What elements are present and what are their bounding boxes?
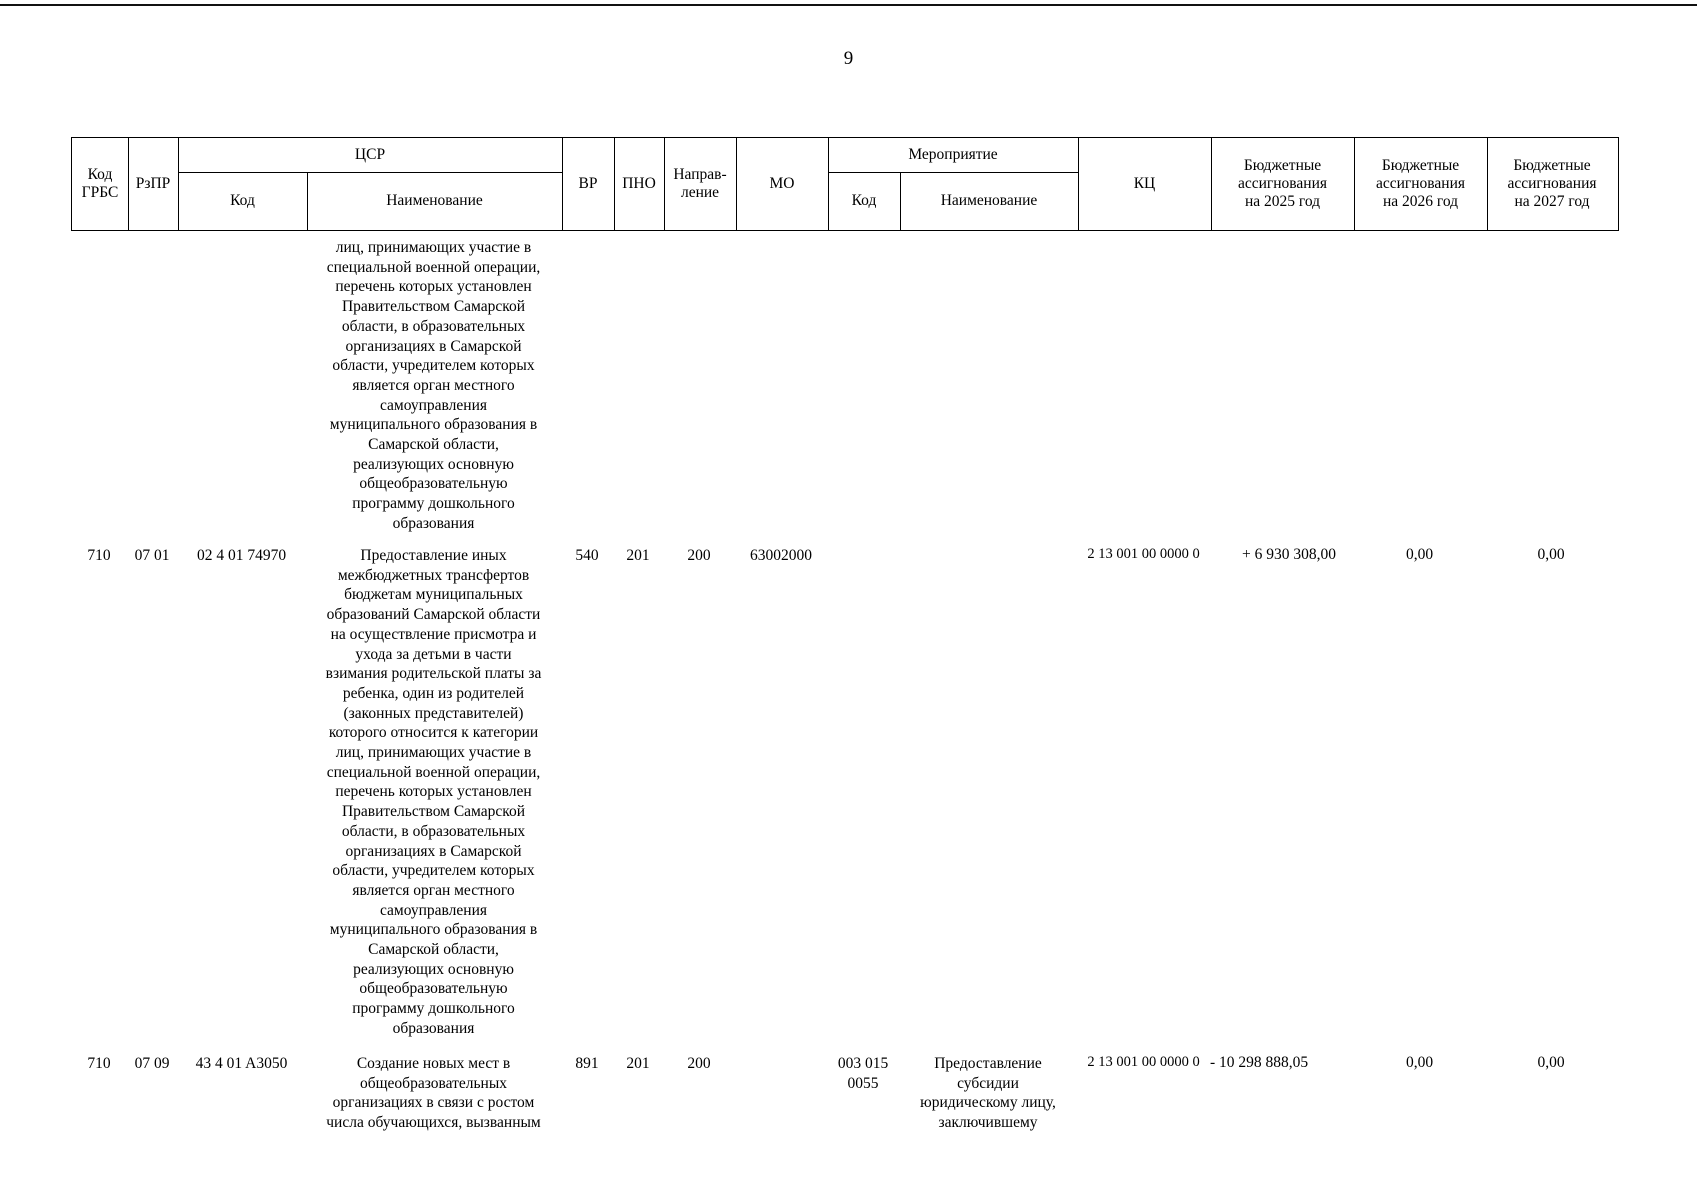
header-vr: ВР bbox=[578, 174, 598, 192]
cell-event-name: Предоставление субсидии юридическому лицу, заключившему bbox=[920, 1055, 1056, 1132]
cell-pno: 201 bbox=[626, 1055, 650, 1072]
header-budget-2026: Бюджетные ассигнования на 2026 год bbox=[1375, 156, 1466, 210]
cell-csr-code: 02 4 01 74970 bbox=[196, 547, 287, 564]
header-rzpr: РзПР bbox=[135, 174, 171, 192]
header-budget-2027: Бюджетные ассигнования на 2027 год bbox=[1507, 156, 1597, 210]
cell-budget-2026: 0,00 bbox=[1405, 1054, 1434, 1071]
cell-mo: 63002000 bbox=[750, 547, 812, 564]
subheader-line bbox=[828, 172, 1078, 173]
cell-budget-2027: 0,00 bbox=[1537, 1054, 1565, 1071]
header-csr-code: Код bbox=[230, 192, 255, 209]
cell-pno: 201 bbox=[626, 547, 650, 564]
cell-event-code: 003 015 0055 bbox=[837, 1055, 889, 1092]
header-kc: КЦ bbox=[1133, 174, 1156, 192]
header-pno: ПНО bbox=[622, 174, 656, 192]
header-event: Мероприятие bbox=[908, 146, 998, 163]
page-number: 9 bbox=[843, 48, 854, 69]
cell-rzpr: 07 09 bbox=[134, 1055, 170, 1072]
cell-csr-code: 43 4 01 A3050 bbox=[195, 1055, 288, 1072]
header-direction: Направ- ление bbox=[673, 165, 727, 201]
header-event-code: Код bbox=[851, 192, 877, 209]
cell-vr: 540 bbox=[575, 547, 599, 564]
header-csr: ЦСР bbox=[354, 146, 386, 163]
continuation-name: лиц, принимающих участие в специальной военной операции, перечень которых установлен Правительством Самарской области, в образовательных организациях в Самарской области, учредителем которых является орган местного самоуправления муниципального образования в Самарской области, реализующих основную общеобразовательную программу дошкольного образования bbox=[326, 239, 541, 532]
header-csr-name: Наименование bbox=[386, 192, 483, 209]
subheader-line bbox=[178, 172, 562, 173]
page-top-border bbox=[0, 4, 1697, 6]
cell-budget-2026: 0,00 bbox=[1405, 546, 1434, 563]
cell-name: Создание новых мест в общеобразовательных организациях в связи с ростом числа обучающихся, вызванным bbox=[326, 1055, 541, 1132]
cell-kc: 2 13 001 00 0000 0 bbox=[1087, 1054, 1200, 1070]
header-grbs: Код ГРБС bbox=[81, 165, 119, 201]
cell-vr: 891 bbox=[575, 1055, 599, 1072]
table-header bbox=[71, 137, 1619, 231]
header-mo: МО bbox=[769, 174, 795, 192]
header-event-name: Наименование bbox=[940, 192, 1038, 209]
cell-direction: 200 bbox=[687, 1055, 711, 1072]
cell-name: Предоставление иных межбюджетных трансфертов бюджетам муниципальных образований Самарской области на осуществление присмотра и ухода за детьми в части взимания родительской платы за ребенка, один из родителей (законных представителей) которого относится к категории лиц, принимающих участие в специальной военной операции, перечень которых установлен Правительством Самарской области, в образовательных организациях в Самарской области, учредителем которых является орган местного самоуправления муниципального образования в Самарской области, реализующих основную общеобразовательную программу дошкольного образования bbox=[325, 547, 542, 1037]
cell-budget-2025: - 10 298 888,05 bbox=[1210, 1054, 1309, 1071]
cell-direction: 200 bbox=[687, 547, 711, 564]
cell-budget-2025: + 6 930 308,00 bbox=[1242, 546, 1336, 563]
cell-rzpr: 07 01 bbox=[134, 547, 170, 564]
header-budget-2025: Бюджетные ассигнования на 2025 год bbox=[1237, 156, 1328, 210]
cell-grbs: 710 bbox=[87, 547, 111, 564]
cell-kc: 2 13 001 00 0000 0 bbox=[1087, 546, 1200, 562]
cell-grbs: 710 bbox=[87, 1055, 111, 1072]
cell-budget-2027: 0,00 bbox=[1537, 546, 1565, 563]
